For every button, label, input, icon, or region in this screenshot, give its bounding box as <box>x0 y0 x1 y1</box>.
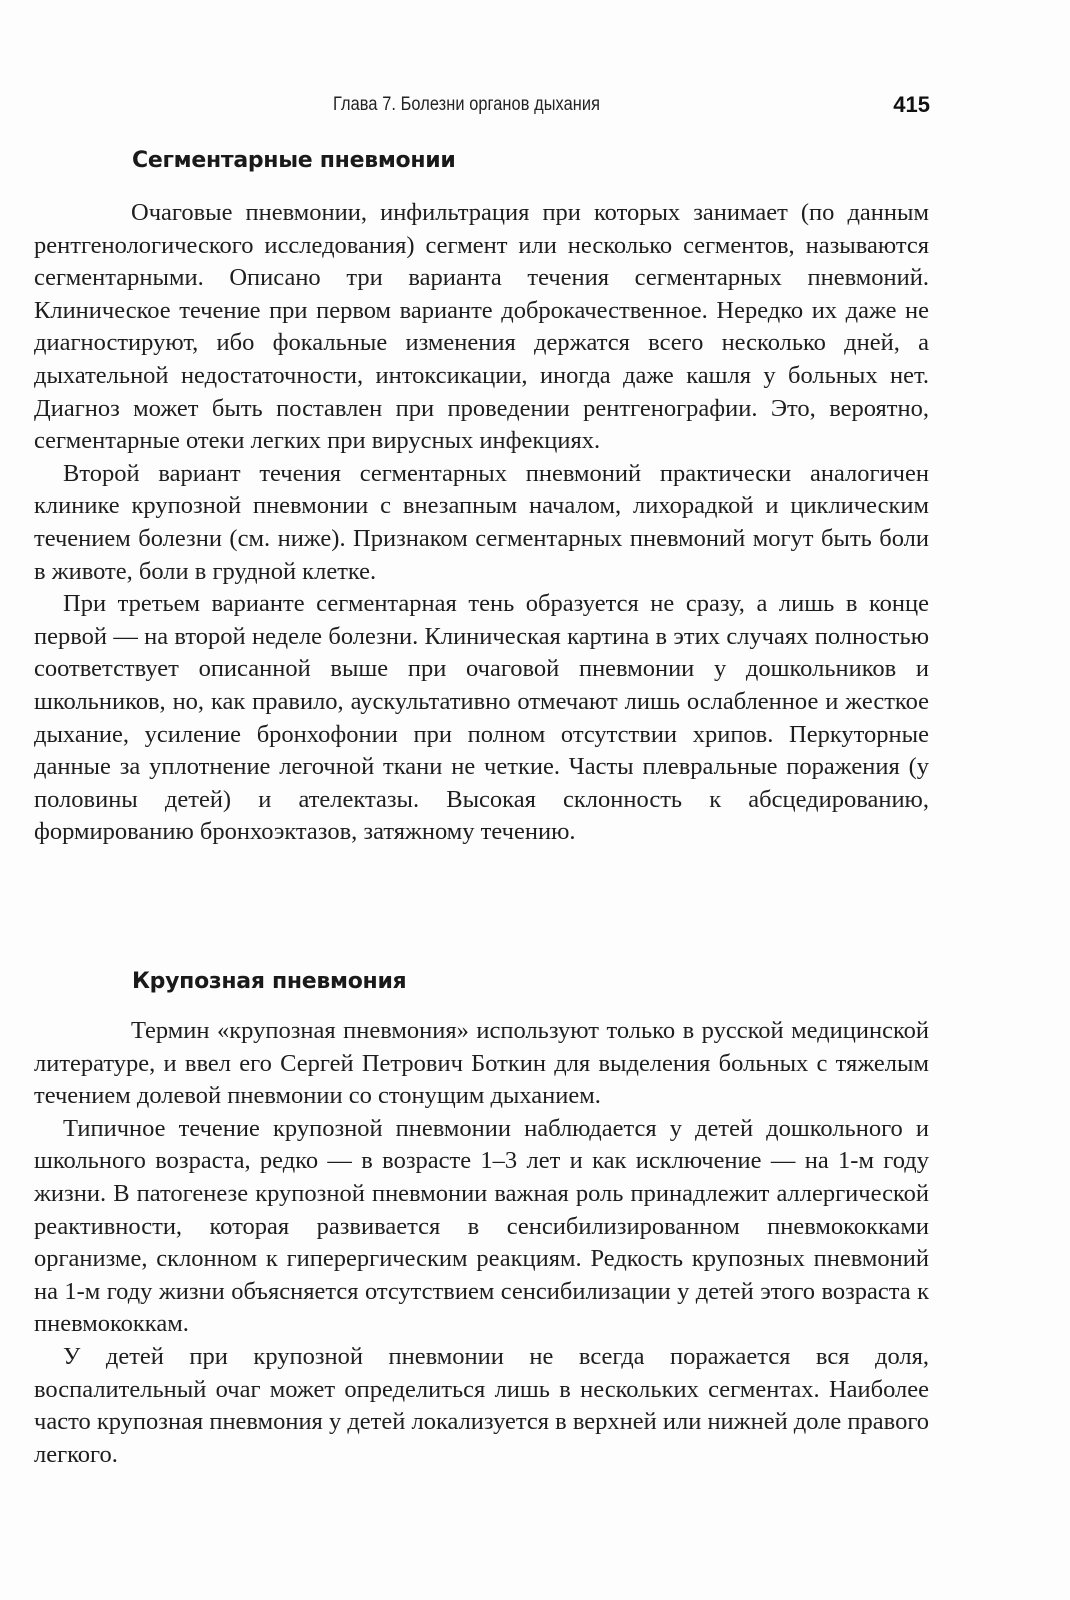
paragraph: Второй вариант течения сегментарных пневмоний практически аналогичен клинике крупозной пневмонии с внезапным началом, лихорадкой и циклическим течением болезни (см. ниже). Признаком сегментарных пневмоний могут быть боли в животе, боли в грудной клетке. <box>34 459 929 585</box>
paragraph: Типичное течение крупозной пневмонии наблюдается у детей дошкольного и школьного возраста, редко — в возрасте 1–3 лет и как исключение — на 1-м году жизни. В патогенезе крупозной пневмонии важная роль принадлежит аллергической реактивности, которая развивается в сенсибилизированном пневмококками организме, склонном к гиперергическим реакциям. Редкость крупозных пневмоний на 1-м году жизни объясняется отсутствием сенсибилизации у детей этого возраста к пневмококкам. <box>34 1114 929 1338</box>
running-head: Глава 7. Болезни органов дыхания <box>333 94 601 115</box>
paragraph: При третьем варианте сегментарная тень образуется не сразу, а лишь в конце первой — на второй неделе болезни. Клиническая картина в этих случаях полностью соответствует описанной выше при очаговой пневмонии у дошкольников и школьников, но, как правило, аускультативно отмечают лишь ослабленное и жесткое дыхание, усиление бронхофонии при полном отсутствии хрипов. Перкуторные данные за уплотнение легочной ткани не четкие. Часты плевральные поражения (у половины детей) и ателектазы. Высокая склонность к абсцедированию, формированию бронхоэктазов, затяжному течению. <box>34 590 929 846</box>
paragraph: Очаговые пневмонии, инфильтрация при которых занимает (по данным рентгенологического исследования) сегмент или несколько сегментов, называются сегментарными. Описано три варианта течения сегментарных пневмоний. Клиническое течение при первом варианте доброкачественное. Нередко их даже не диагностируют, ибо фокальные изменения держатся всего несколько дней, а дыхательной недостаточности, интоксикации, иногда даже кашля у больных нет. Диагноз может быть поставлен при проведении рентгенографии. Это, вероятно, сегментарные отеки легких при вирусных инфекциях. <box>34 199 929 455</box>
section-heading-segmental: Сегментарные пневмонии <box>132 148 456 173</box>
section-body-segmental <box>34 197 929 849</box>
paragraph: У детей при крупозной пневмонии не всегда поражается вся доля, воспалительный очаг может определиться лишь в нескольких сегментах. Наиболее часто крупозная пневмония у детей локализуется в верхней или нижней доле правого легкого. <box>34 1342 930 1468</box>
section-body-croupous <box>34 1015 929 1471</box>
page-number: 415 <box>893 92 930 117</box>
section-heading-croupous: Крупозная пневмония <box>132 969 407 994</box>
paragraph: Термин «крупозная пневмония» используют только в русской медицинской литературе, и ввел его Сергей Петрович Боткин для выделения больных с тяжелым течением долевой пневмонии со стонущим дыханием. <box>34 1017 929 1110</box>
